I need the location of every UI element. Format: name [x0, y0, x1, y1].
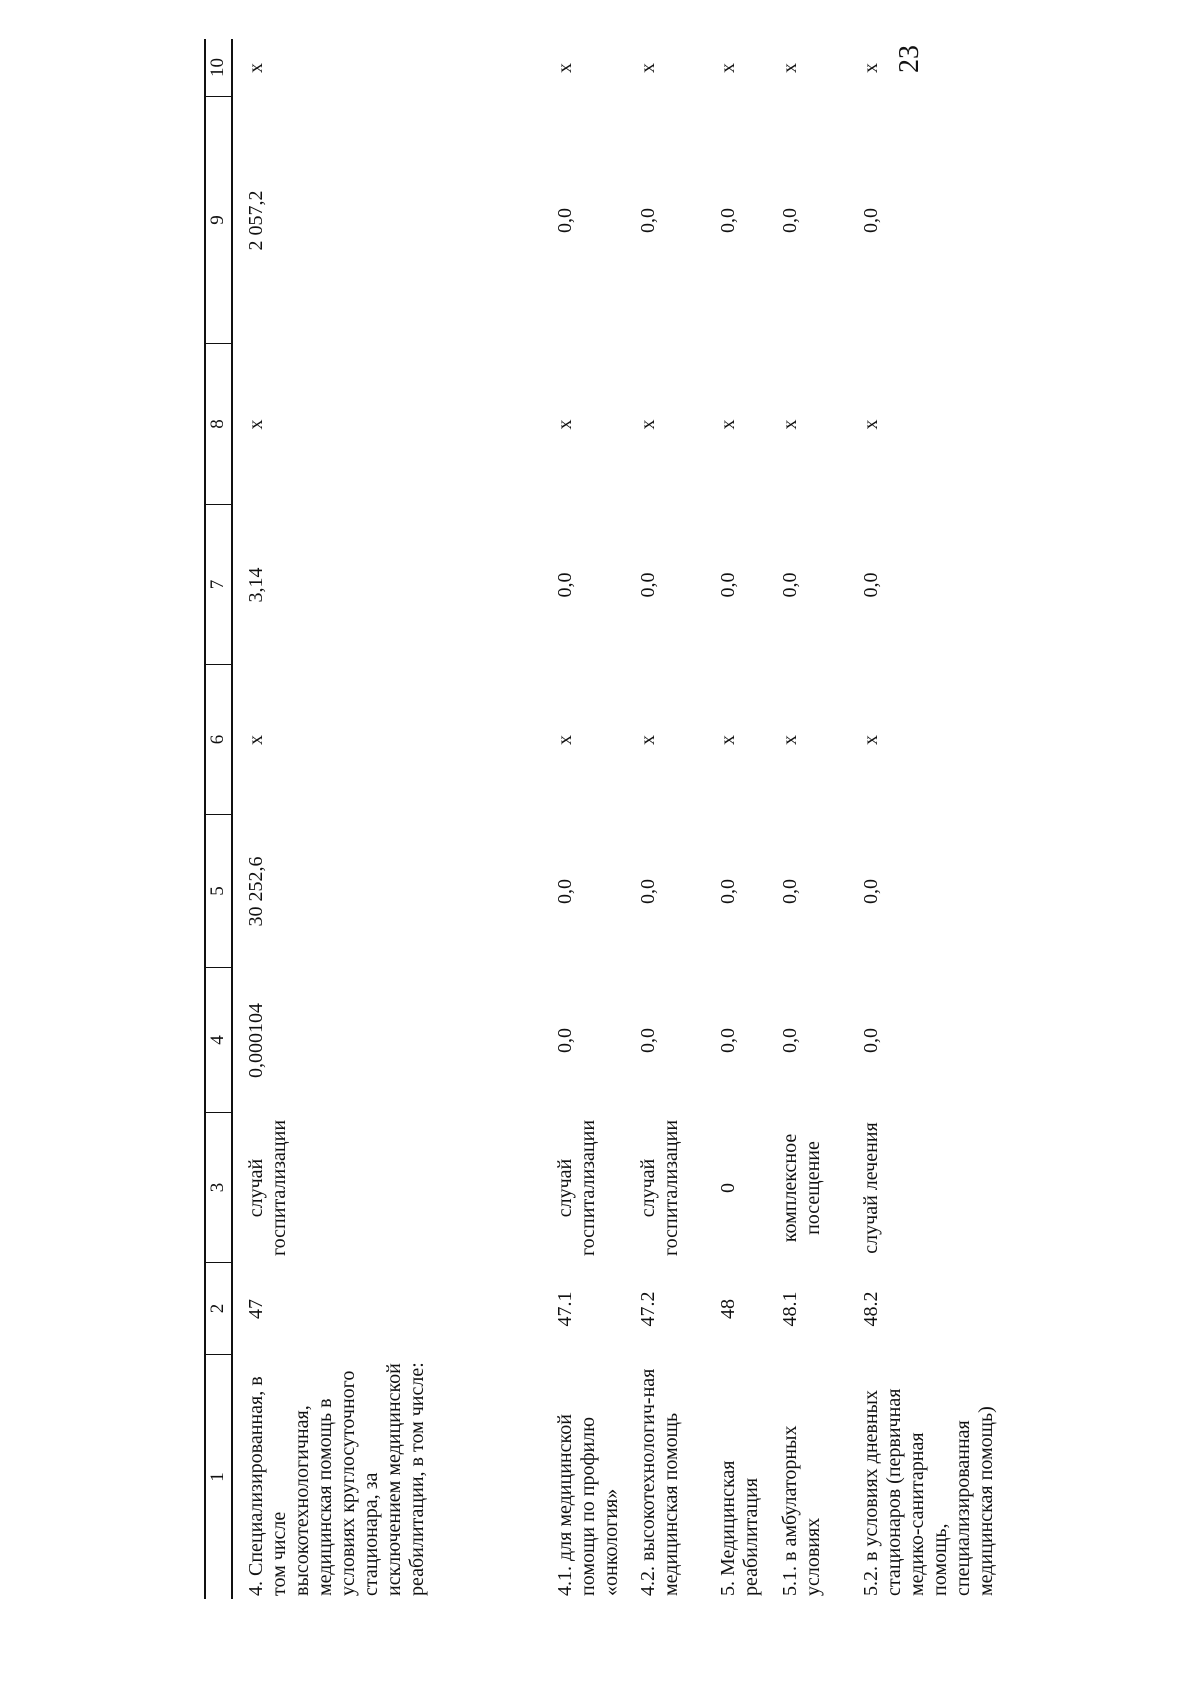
- row-4-col4: 0,0: [717, 1028, 739, 1053]
- column-header-4: 4: [204, 968, 231, 1113]
- row-1-col4: 0,000104: [245, 1003, 267, 1078]
- row-3-col5: 0,0: [637, 879, 659, 904]
- row-1-col8: х: [245, 419, 267, 430]
- row-1-col5: 30 252,6: [245, 856, 267, 927]
- row-4-description: 5. Медицинская реабилитация: [717, 1460, 762, 1596]
- row-6-col4: 0,0: [860, 1028, 882, 1053]
- row-6-unit: случай лечения: [860, 1122, 882, 1254]
- row-2-col10: х: [554, 63, 576, 73]
- row-4-col8: х: [717, 419, 739, 430]
- row-5-description: 5.1. в амбулаторных условиях: [779, 1425, 824, 1596]
- column-header-2: 2: [204, 1263, 231, 1355]
- row-3-unit: случай госпитализации: [637, 1119, 682, 1257]
- row-6-col5: 0,0: [860, 879, 882, 904]
- row-4-code: 48: [717, 1299, 739, 1319]
- row-4-col5: 0,0: [717, 879, 739, 904]
- row-6-col10: х: [860, 63, 882, 73]
- row-3-col10: х: [637, 63, 659, 73]
- row-4-col6: х: [717, 735, 739, 745]
- column-header-1: 1: [207, 1472, 228, 1482]
- column-header-3: 3: [204, 1113, 231, 1263]
- row-5-code: 48.1: [779, 1291, 801, 1327]
- page-number: 23: [894, 45, 925, 73]
- row-5-unit: комплексное посещение: [779, 1133, 824, 1243]
- row-5-col8: х: [779, 419, 801, 430]
- row-3-col7: 0,0: [637, 572, 659, 598]
- column-header-7: 7: [204, 505, 231, 665]
- row-2-unit: случай госпитализации: [554, 1119, 599, 1257]
- row-5-col6: х: [779, 735, 801, 745]
- table-header-rule: [231, 39, 233, 1599]
- row-4-col9: 0,0: [717, 208, 739, 233]
- row-3-description: 4.2. высокотехнологич-ная медицинская помощь: [637, 1368, 682, 1596]
- row-2-col9: 0,0: [554, 208, 576, 233]
- row-1-code: 47: [245, 1299, 267, 1319]
- row-2-col7: 0,0: [554, 572, 576, 598]
- row-6-description: 5.2. в условиях дневных стационаров (первичная медико-санитарная помощь, специализированная медицинская помощь): [860, 1388, 997, 1596]
- column-header-5: 5: [204, 815, 231, 968]
- row-1-col10: х: [245, 63, 267, 73]
- row-2-code: 47.1: [554, 1291, 576, 1327]
- row-5-col4: 0,0: [779, 1028, 801, 1053]
- row-3-col9: 0,0: [637, 208, 659, 233]
- column-header-9: 9: [204, 97, 231, 344]
- row-1-col6: х: [245, 735, 267, 745]
- row-5-col5: 0,0: [779, 879, 801, 904]
- row-2-col5: 0,0: [554, 879, 576, 904]
- row-5-col10: х: [779, 63, 801, 73]
- row-5-col7: 0,0: [779, 572, 801, 598]
- row-3-col6: х: [637, 735, 659, 745]
- row-2-col4: 0,0: [554, 1028, 576, 1053]
- row-2-col8: х: [554, 419, 576, 430]
- row-6-col8: х: [860, 419, 882, 430]
- row-3-col8: х: [637, 419, 659, 430]
- row-6-col7: 0,0: [860, 572, 882, 598]
- row-2-col6: х: [554, 735, 576, 745]
- row-6-col6: х: [860, 735, 882, 745]
- row-5-col9: 0,0: [779, 208, 801, 233]
- row-1-col7: 3,14: [245, 567, 267, 603]
- row-6-col9: 0,0: [860, 208, 882, 233]
- row-4-unit: 0: [717, 1183, 739, 1193]
- row-1-description: 4. Специализированная, в том числе высокотехнологичная, медицинская помощь в условиях круглосуточного стационара, за исключением медицинской реабилитации, в том числе:: [245, 1362, 428, 1596]
- row-4-col10: х: [717, 63, 739, 73]
- row-2-description: 4.1. для медицинской помощи по профилю «онкология»: [554, 1414, 622, 1596]
- row-1-col9: 2 057,2: [245, 190, 267, 251]
- row-6-code: 48.2: [860, 1291, 882, 1327]
- row-1-unit: случай госпитализации: [245, 1119, 290, 1257]
- row-3-col4: 0,0: [637, 1028, 659, 1053]
- column-header-6: 6: [204, 665, 231, 815]
- column-header-10: 10: [204, 39, 231, 97]
- row-3-code: 47.2: [637, 1291, 659, 1327]
- row-4-col7: 0,0: [717, 572, 739, 598]
- column-header-8: 8: [204, 344, 231, 505]
